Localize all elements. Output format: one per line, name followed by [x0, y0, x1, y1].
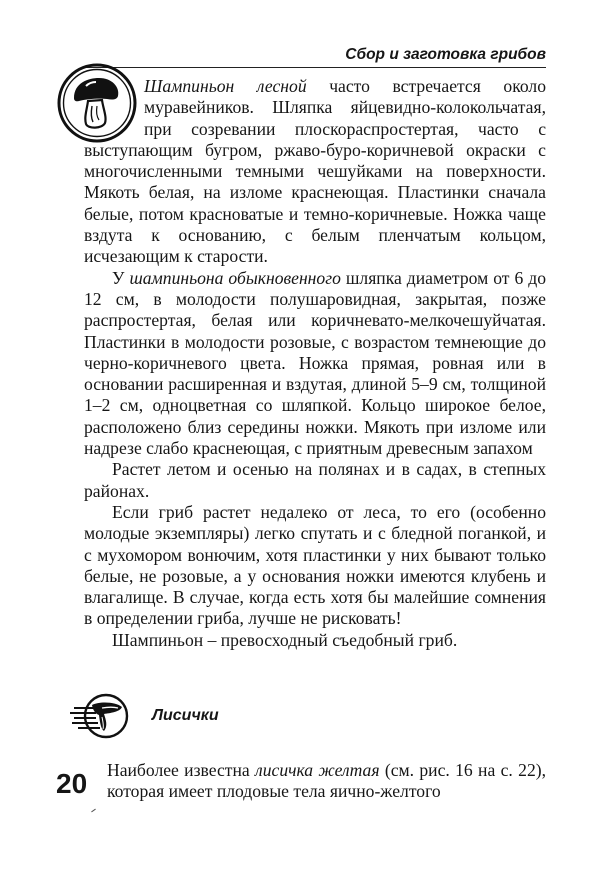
- species-name: шампиньона обыкновенного: [129, 267, 341, 288]
- header-rule: [84, 67, 546, 68]
- chanterelle-section-icon: [68, 693, 132, 739]
- running-head: Сбор и заготовка грибов: [345, 46, 546, 63]
- body-text: [84, 76, 546, 651]
- section-title: Лисички: [152, 707, 219, 724]
- paragraph-champignon-common: У шампиньона обыкновенного шляпка диаметром от 6 до 12 см, в молодости полушаровидная, закрытая, позже распростертая, белая или коричневато-мелкочешуйчатая. Пластинки в молодости розовые, с возрастом темнеющие до черно-коричневого цвета. Ножка прямая, ровная или в основании расширенная и вздутая, длиной 5–9 см, толщиной 1–2 см, одноцветная со шляпкой. Кольцо широкое белое, расположено близ середины ножки. Мякоть при изломе или надрезе слабо краснеющая, с приятным древесным запахом: [84, 267, 546, 459]
- final-text: [107, 760, 546, 803]
- paragraph-edible: Шампиньон – превосходный съедобный гриб.: [112, 629, 458, 650]
- page-number: 20: [56, 768, 88, 799]
- paragraph-chanterelle: Наиболее известна лисичка желтая (см. рис. 16 на с. 22), которая имеет плодовые тела яично-желтого: [107, 760, 546, 802]
- print-mark: [91, 809, 96, 813]
- paragraph-champignon-forest: Шампиньон лесной часто встречается около муравейников. Шляпка яйцевидно-колокольчатая, при созревании плоскораспростертая, часто с выступающим бугром, ржаво-буро-коричневой окраски с многочисленными темными чешуйками на поверхности. Мякоть белая, на изломе краснеющая. Пластинки сначала белые, потом красноватые и темно-коричневые. Ножка чаще вздута к основанию, с белым пленчатым кольцом, исчезающим к старости.: [84, 76, 546, 267]
- paragraph-warning: Если гриб растет недалеко от леса, то его (особенно молодые экземпляры) легко спутать и с бледной поганкой, и с мухомором вонючим, хотя пластинки у них бывают только белые, не розовые, а у основания ножки имеются клубень и влагалище. В случае, когда есть хотя бы малейшие сомнения в определении гриба, лучше не рисковать!: [84, 501, 546, 629]
- species-name: лисичка желтая: [255, 760, 380, 780]
- species-name: Шампиньон лесной: [144, 76, 307, 96]
- paragraph-habitat: Растет летом и осенью на полянах и в садах, в степных районах.: [84, 459, 546, 501]
